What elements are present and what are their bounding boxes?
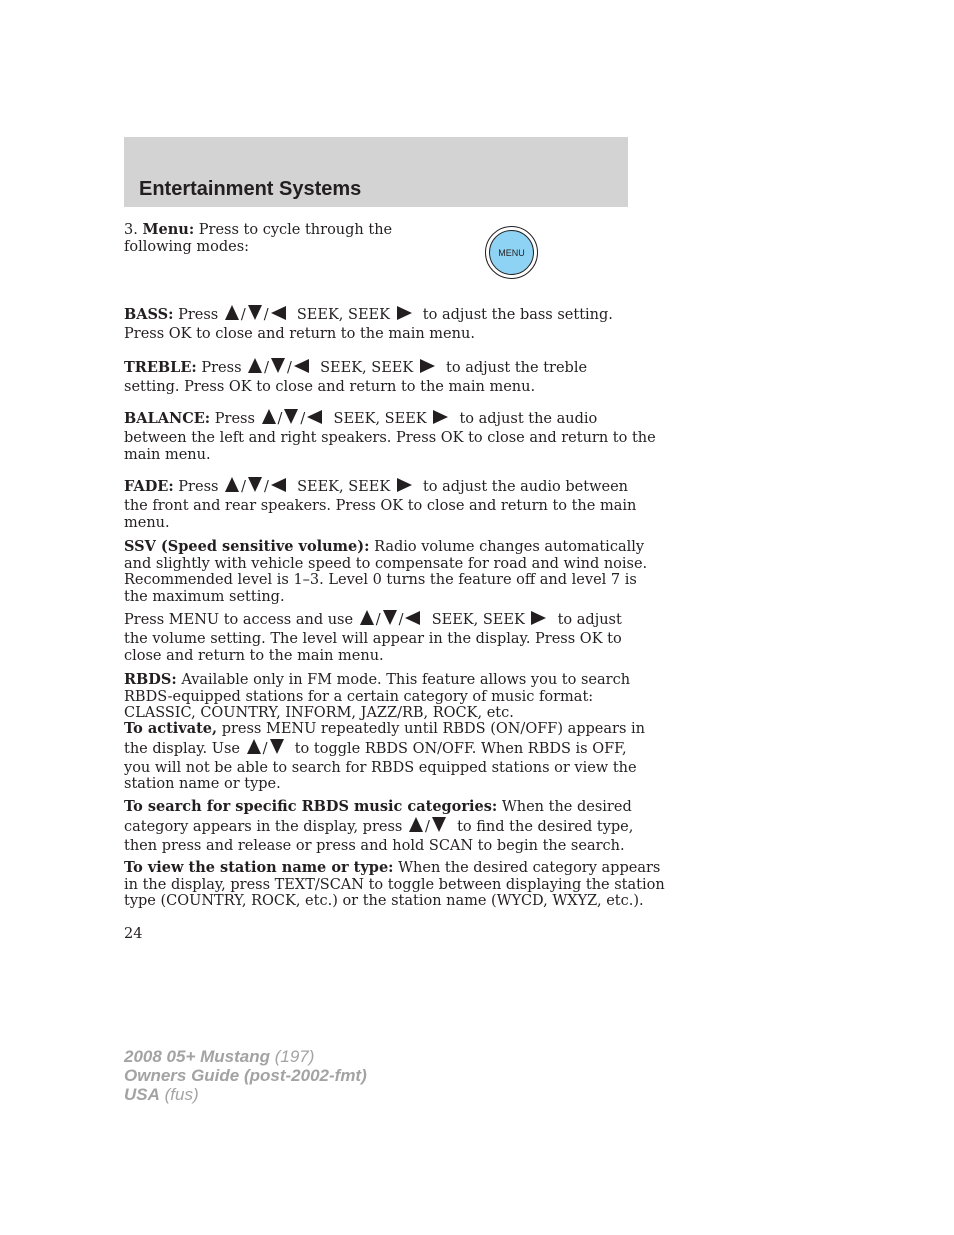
triangle-right-icon	[396, 305, 413, 321]
triangle-down-icon	[247, 476, 263, 493]
triangle-right-icon	[419, 358, 436, 374]
item-number: 3.	[124, 222, 138, 238]
rbds-paragraph: RBDS: Available only in FM mode. This feature allows you to search RBDS-equipped stations for a certain category of music format: CLASSIC, COUNTRY, INFORM, JAZZ/RB, ROCK, etc.	[124, 671, 631, 721]
triangle-up-icon	[359, 609, 375, 626]
triangle-left-icon	[404, 610, 421, 626]
page-number: 24	[124, 926, 143, 942]
triangle-up-icon	[247, 357, 263, 374]
section-title: Entertainment Systems	[139, 178, 362, 200]
triangle-down-icon	[247, 304, 263, 321]
triangle-right-icon	[396, 477, 413, 493]
fade-paragraph: FADE: Press / / SEEK, SEEK to adjust the audio between the front and rear speakers. Press OK to close and return to the main menu.	[124, 478, 637, 531]
triangle-left-icon	[293, 358, 310, 374]
activate-paragraph: To activate, press MENU repeatedly until RBDS (ON/OFF) appears in the display. Use / to toggle RBDS ON/OFF. When RBDS is OFF, you will not be able to search for RBDS equipped stations or view the station name or type.	[124, 720, 645, 792]
triangle-down-icon	[283, 408, 299, 425]
triangle-up-icon	[224, 476, 240, 493]
triangle-up-icon	[246, 738, 262, 755]
menu-access-paragraph: Press MENU to access and use / / SEEK, SEEK to adjust the volume setting. The level will appear in the display. Press OK to close and return to the main menu.	[124, 609, 630, 664]
treble-paragraph: TREBLE: Press / / SEEK, SEEK to adjust the treble setting. Press OK to close and return to the main menu.	[124, 359, 588, 395]
view-paragraph: To view the station name or type: When the desired category appears in the display, press TEXT/SCAN to toggle between displaying the station type (COUNTRY, ROCK, etc.) or the station name (WYCD, WXYZ, etc.).	[124, 859, 665, 909]
triangle-right-icon	[530, 610, 547, 626]
triangle-up-icon	[261, 408, 277, 425]
triangle-left-icon	[270, 305, 287, 321]
triangle-left-icon	[270, 477, 287, 493]
document-footer: 2008 05+ Mustang (197) Owners Guide (post-2002-fmt) USA (fus)	[124, 1047, 367, 1104]
menu-label: Menu:	[142, 221, 195, 238]
triangle-down-icon	[431, 816, 447, 833]
menu-button-icon	[485, 226, 538, 279]
balance-paragraph: BALANCE: Press / / SEEK, SEEK to adjust the audio between the left and right speakers. Press OK to close and return to the main menu.	[124, 410, 656, 463]
triangle-up-icon	[224, 304, 240, 321]
menu-button-face: MENU	[489, 230, 534, 275]
ssv-paragraph: SSV (Speed sensitive volume): Radio volume changes automatically and slightly with vehicle speed to compensate for road and wind noise. Recommended level is 1–3. Level 0 turns the feature off and level 7 is the maximum setting.	[124, 538, 648, 605]
triangle-right-icon	[432, 409, 449, 425]
search-paragraph: To search for specific RBDS music categories: When the desired category appears in the display, press / to find the desired type, then press and release or press and hold SCAN to begin the search.	[124, 798, 634, 854]
menu-paragraph: 3. Menu: Press to cycle through the following modes:	[124, 221, 393, 255]
triangle-up-icon	[408, 816, 424, 833]
triangle-left-icon	[306, 409, 323, 425]
bass-paragraph: BASS: Press / / SEEK, SEEK to adjust the bass setting. Press OK to close and return to the main menu.	[124, 306, 613, 342]
triangle-down-icon	[382, 609, 398, 626]
triangle-down-icon	[270, 357, 286, 374]
section-header	[124, 137, 628, 207]
triangle-down-icon	[269, 738, 285, 755]
